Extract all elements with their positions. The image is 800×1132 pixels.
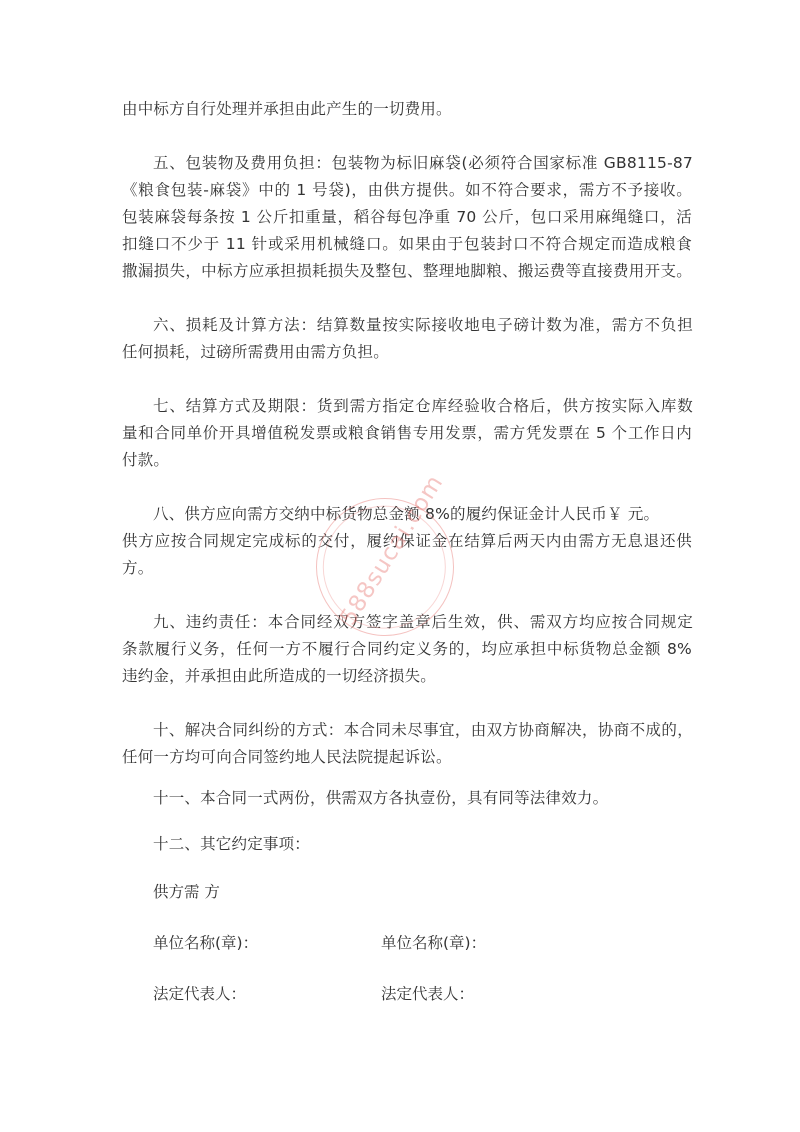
clause-11-line: 十一、本合同一式两份，供需双方各执壹份，具有同等法律效力。 bbox=[153, 789, 609, 807]
left-unit-name-label: 单位名称(章)： bbox=[153, 934, 259, 952]
clause-9-line: 九、违约责任：本合同经双方签字盖章后生效，供、需双方均应按合同规定 bbox=[153, 613, 693, 631]
parties-heading: 供方需 方 bbox=[153, 883, 220, 901]
right-unit-name-label: 单位名称(章)： bbox=[381, 934, 487, 952]
clause-9-line: 违约金，并承担由此所造成的一切经济损失。 bbox=[122, 667, 437, 685]
clause-6-line: 六、损耗及计算方法：结算数量按实际接收地电子磅计数为准，需方不负担 bbox=[153, 316, 693, 334]
clause-6-line: 任何损耗，过磅所需费用由需方负担。 bbox=[122, 343, 389, 361]
text-line: 由中标方自行处理并承担由此产生的一切费用。 bbox=[122, 100, 452, 118]
watermark-text: 588sucai.com bbox=[335, 470, 449, 630]
clause-12-line: 十二、其它约定事项： bbox=[153, 835, 311, 853]
clause-5-line: 包装麻袋每条按 1 公斤扣重量，稻谷每包净重 70 公斤，包口采用麻绳缝口，活 bbox=[122, 208, 692, 226]
clause-10-line: 十、解决合同纠纷的方式：本合同未尽事宜，由双方协商解决，协商不成的， bbox=[153, 721, 693, 739]
clause-5-line: 《粮食包装-麻袋》中的 1 号袋)，由供方提供。如不符合要求，需方不予接收。 bbox=[122, 181, 692, 199]
clause-7-line: 七、结算方式及期限：货到需方指定仓库经验收合格后，供方按实际入库数 bbox=[153, 397, 693, 415]
clause-8-line: 方。 bbox=[122, 559, 154, 577]
clause-5-line: 撒漏损失，中标方应承担损耗损失及整包、整理地脚粮、搬运费等直接费用开支。 bbox=[122, 262, 692, 280]
clause-8-line: 八、供方应向需方交纳中标货物总金额 8%的履约保证金计人民币￥ 元。 bbox=[153, 505, 660, 523]
clause-5-line: 五、包装物及费用负担：包装物为标旧麻袋(必须符合国家标准 GB8115-87 bbox=[153, 154, 693, 172]
right-legal-rep-label: 法定代表人： bbox=[381, 985, 475, 1003]
clause-7-line: 付款。 bbox=[122, 451, 170, 469]
clause-5-line: 扣缝口不少于 11 针或采用机械缝口。如果由于包装封口不符合规定而造成粮食 bbox=[122, 235, 692, 253]
clause-9-line: 条款履行义务，任何一方不履行合同约定义务的，均应承担中标货物总金额 8% bbox=[122, 640, 692, 658]
left-legal-rep-label: 法定代表人： bbox=[153, 985, 247, 1003]
clause-10-line: 任何一方均可向合同签约地人民法院提起诉讼。 bbox=[122, 748, 452, 766]
clause-8-line: 供方应按合同规定完成标的交付，履约保证金在结算后两天内由需方无息退还供 bbox=[122, 532, 692, 550]
clause-7-line: 量和合同单价开具增值税发票或粮食销售专用发票，需方凭发票在 5 个工作日内 bbox=[122, 424, 692, 442]
